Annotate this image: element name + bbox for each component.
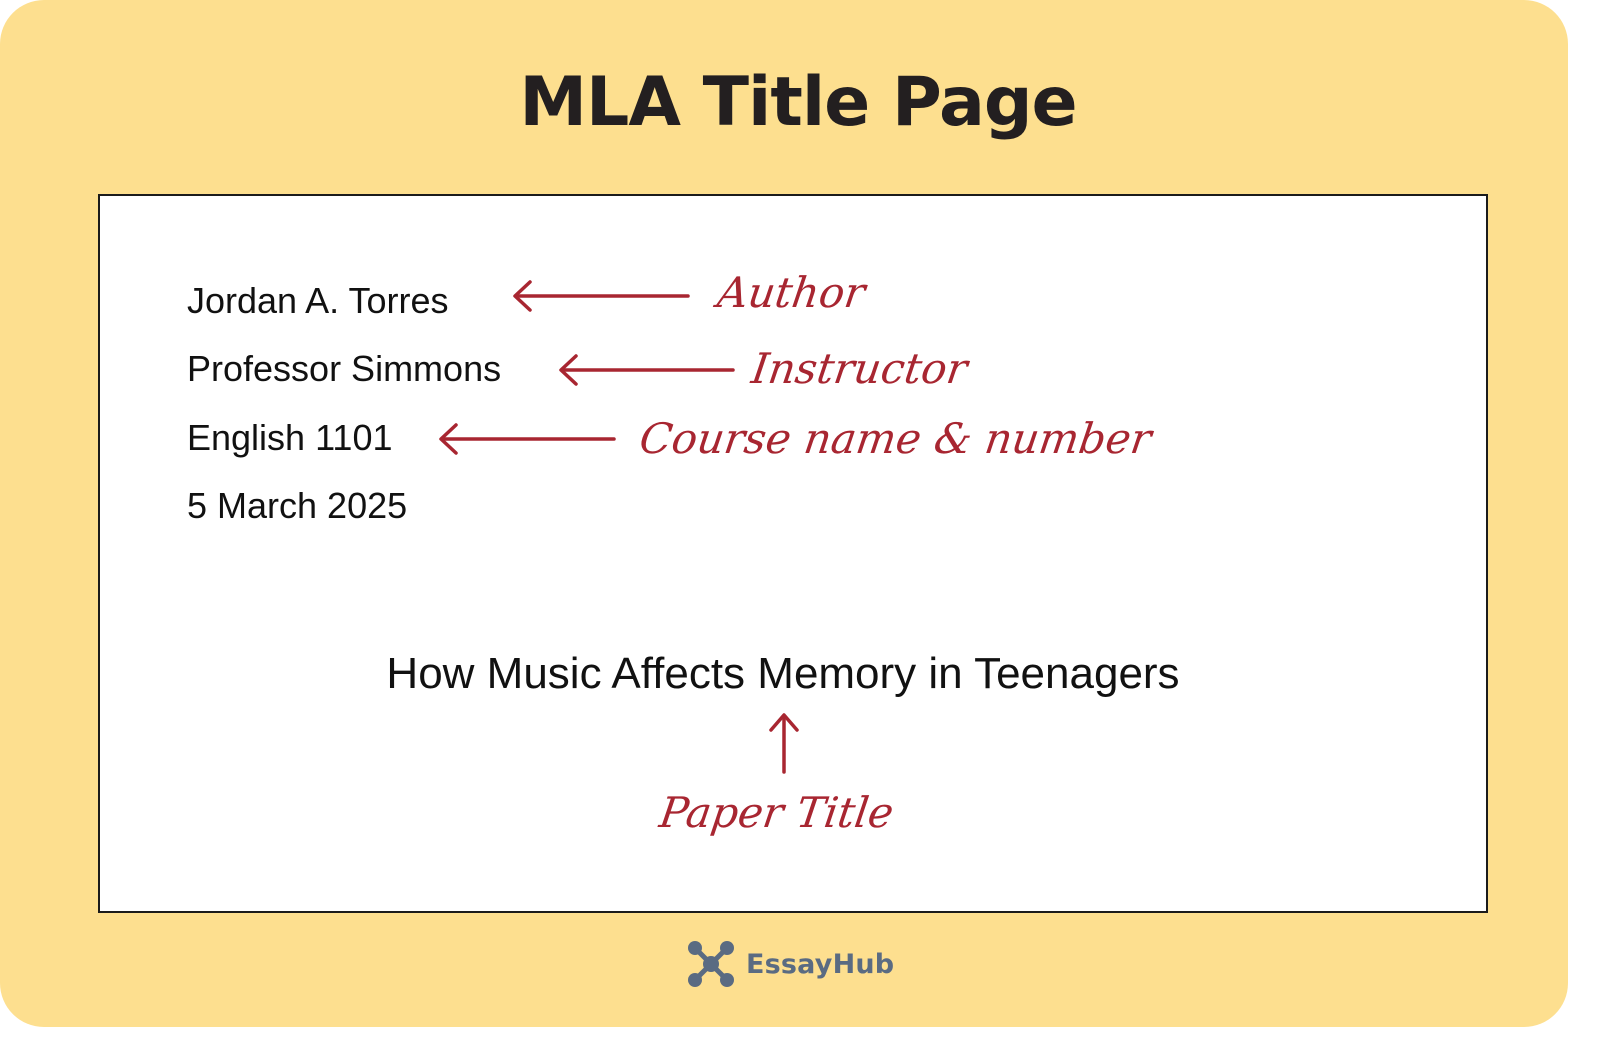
- paper-title-line: How Music Affects Memory in Teenagers: [386, 649, 1180, 698]
- author-line: Jordan A. Torres: [187, 280, 449, 321]
- author-annotation: Author: [714, 268, 869, 317]
- course-annotation: Course name & number: [636, 414, 1155, 463]
- brand-logo: [686, 938, 894, 990]
- instructor-line: Professor Simmons: [187, 348, 502, 389]
- network-nodes-icon: [686, 939, 736, 989]
- brand-name: EssayHub: [746, 948, 895, 980]
- instructor-annotation: Instructor: [748, 344, 971, 393]
- main-title: MLA Title Page: [519, 63, 1077, 142]
- course-line: English 1101: [187, 417, 393, 458]
- date-line: 5 March 2025: [187, 485, 408, 526]
- paper-title-annotation: Paper Title: [656, 788, 897, 837]
